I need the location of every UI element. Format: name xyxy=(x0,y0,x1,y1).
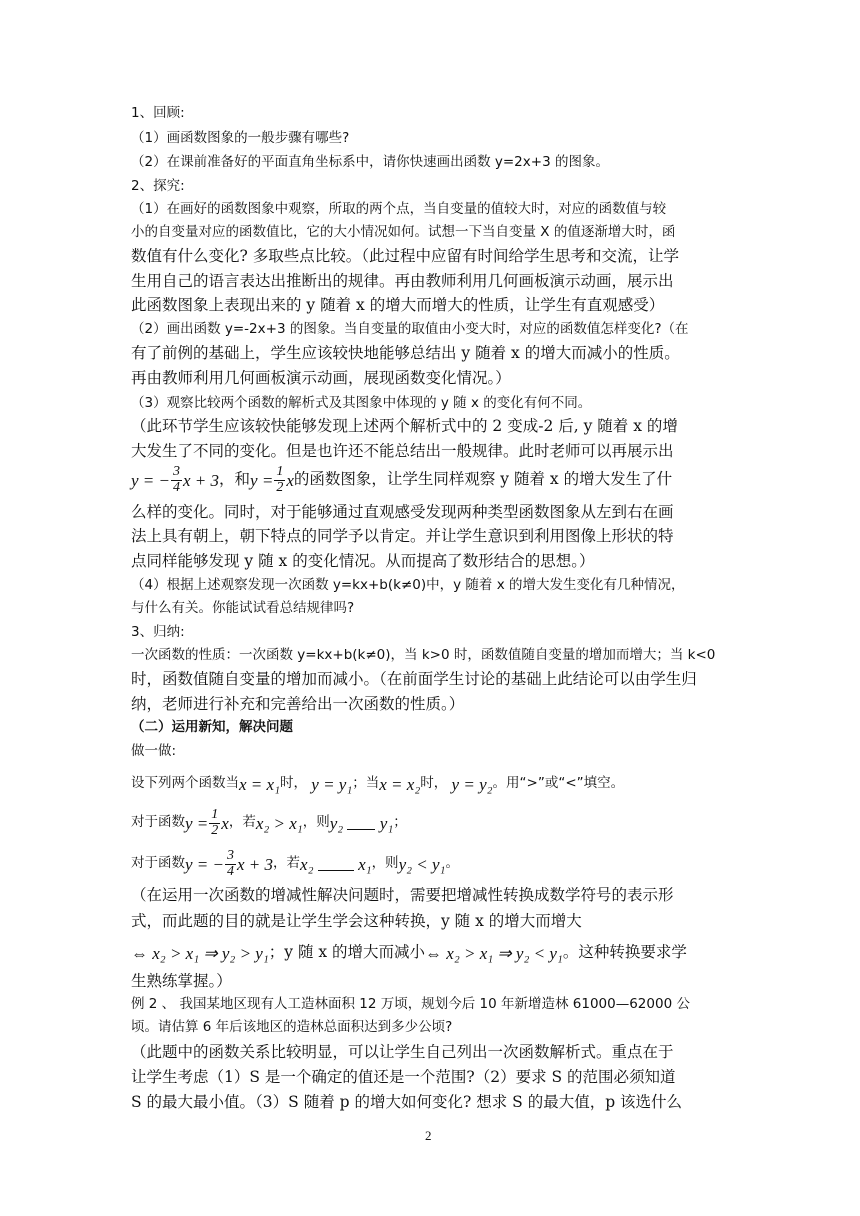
math-expr: x₁ xyxy=(358,854,372,874)
text-line: 例 2 、 我国某地区现有人工造林面积 12 万顷，规划今后 10 年新增造林 61000—62000 公 xyxy=(131,996,690,1012)
text-line: 此函数图象上表现出来的 y 随着 x 的增大而增大的性质，让学生有直观感受） xyxy=(131,296,665,314)
text-fragment: 。用“>”或“<”填空。 xyxy=(492,775,625,792)
formula-line xyxy=(131,772,624,796)
math-expr: y₁ xyxy=(379,813,394,833)
text-fragment: ，则 xyxy=(371,855,399,872)
text-line: （2）画出函数 y=-2x+3 的图象。当自变量的取值由小变大时，对应的函数值怎样变化?（在 xyxy=(131,321,689,337)
math-expr: x = x₁ xyxy=(239,774,280,794)
math-expr: y = xyxy=(250,470,274,490)
text-line: 纳，老师进行补充和完善给出一次函数的性质。） xyxy=(131,695,465,713)
text-line: （2）在课前准备好的平面直角坐标系中，请你快速画出函数 y=2x+3 的图象。 xyxy=(131,154,609,170)
math-expr: x + 3 xyxy=(183,470,220,490)
text-line: 再由教师利用几何画板演示动画，展现函数变化情况。） xyxy=(131,369,511,387)
answer-blank xyxy=(347,817,375,830)
math-expr: x₂ > x₁ xyxy=(255,813,303,833)
page-number: 2 xyxy=(425,1128,432,1143)
fraction: $\frac{3}{4}$ xyxy=(173,463,180,495)
text-line: （4）根据上述观察发现一次函数 y=kx+b(k≠0)中，y 随着 x 的增大发生变化有几种情况， xyxy=(131,577,685,593)
text-fragment: 时， xyxy=(420,775,448,792)
text-line: 顷。请估算 6 年后该地区的造林总面积达到多少公顷? xyxy=(131,1019,453,1035)
math-expr: x xyxy=(286,470,294,490)
text-fragment: ，若 xyxy=(228,814,256,831)
math-expr: y₂ < y₁ xyxy=(398,854,446,874)
text-fragment: 设下列两个函数当 xyxy=(131,775,239,792)
math-expr: y = xyxy=(185,813,209,833)
text-line: （1）在画好的函数图象中观察，所取的两个点，当自变量的值较大时，对应的函数值与较 xyxy=(131,201,667,217)
text-line: 大发生了不同的变化。但是也许还不能总结出一般规律。此时老师可以再展示出 xyxy=(131,442,674,460)
text-line: 一次函数的性质：一次函数 y=kx+b(k≠0)，当 k>0 时，函数值随自变量的增加而增大；当 k<0 xyxy=(131,647,716,663)
text-line: 数值有什么变化? 多取些点比较。（此过程中应留有时间给学生思考和交流，让学 xyxy=(131,247,679,265)
math-expr: ⇔ x₂ > x₁ ⇒ y₂ < y₁ xyxy=(425,943,563,963)
text-fragment: 。这种转换要求学 xyxy=(562,943,687,962)
math-expr: y₂ xyxy=(329,813,344,833)
text-fragment: ； xyxy=(393,814,407,831)
text-line: 2、探究: xyxy=(131,178,185,194)
math-expr: x = x₂ xyxy=(379,774,421,794)
text-line: 生熟练掌握。） xyxy=(131,972,232,990)
text-fragment: 的函数图象，让学生同样观察 y 随着 x 的增大发生了什 xyxy=(293,470,673,489)
text-line: 法上具有朝上，朝下特点的同学予以肯定。并让学生意识到利用图像上形状的特 xyxy=(131,527,674,545)
text-line: S 的最大最小值。（3）S 随着 p 的增大如何变化? 想求 S 的最大值，p 该选什么 xyxy=(131,1093,683,1111)
text-line: 3、归纳: xyxy=(131,624,185,640)
text-line: （在运用一次函数的增减性解决问题时，需要把增减性转换成数学符号的表示形 xyxy=(131,886,674,904)
fraction: $\frac{3}{4}$ xyxy=(227,847,234,879)
text-fragment: 。 xyxy=(445,855,459,872)
formula-line xyxy=(131,463,672,497)
fraction: $\frac{1}{2}$ xyxy=(211,806,219,838)
text-fragment: ，若 xyxy=(273,855,301,872)
formula-line xyxy=(131,845,459,883)
text-fragment: 对于函数 xyxy=(131,814,185,831)
formula-line xyxy=(131,804,407,842)
formula-line xyxy=(131,938,687,968)
math-expr: x xyxy=(221,813,229,833)
text-line: （1）画函数图象的一般步骤有哪些? xyxy=(131,130,350,146)
text-line: 小的自变量对应的函数值比，它的大小情况如何。试想一下当自变量 X 的值逐渐增大时，函 xyxy=(131,224,676,240)
text-line: （此环节学生应该较快能够发现上述两个解析式中的 2 变成-2 后, y 随着 x 的增 xyxy=(131,417,678,435)
text-line: 与什么有关。你能试试看总结规律吗? xyxy=(131,600,355,616)
math-expr: y = − xyxy=(185,854,224,874)
text-fragment: ，和 xyxy=(219,470,251,489)
math-expr: x + 3 xyxy=(237,854,274,874)
math-expr: y = y₁ xyxy=(311,774,353,794)
text-fragment: ；当 xyxy=(352,775,380,792)
text-line: 让学生考虑（1）S 是一个确定的值还是一个范围?（2）要求 S 的范围必须知道 xyxy=(131,1068,676,1086)
text-line: 时，函数值随自变量的增加而减小。（在前面学生讨论的基础上此结论可以由学生归 xyxy=(131,670,697,688)
math-expr: x₂ xyxy=(300,854,314,874)
text-line: （此题中的函数关系比较明显，可以让学生自己列出一次函数解析式。重点在于 xyxy=(131,1043,674,1061)
math-expr: ⇔ x₂ > x₁ ⇒ y₂ > y₁ xyxy=(131,943,269,963)
text-line: 有了前例的基础上，学生应该较快地能够总结出 y 随着 x 的增大而减小的性质。 xyxy=(131,344,680,362)
answer-blank xyxy=(318,858,354,871)
text-line: 1、回顾: xyxy=(131,105,185,121)
text-line: 么样的变化。同时，对于能够通过直观感受发现两种类型函数图象从左到右在画 xyxy=(131,503,674,521)
text-fragment: ，则 xyxy=(302,814,330,831)
section-heading: （二）运用新知，解决问题 xyxy=(131,719,293,735)
text-fragment: 对于函数 xyxy=(131,855,185,872)
math-expr: y = y₂ xyxy=(451,774,493,794)
text-line: （3）观察比较两个函数的解析式及其图象中体现的 y 随 x 的变化有何不同。 xyxy=(131,395,592,411)
text-fragment: 时， xyxy=(279,775,307,792)
math-expr: y = − xyxy=(131,470,170,490)
text-line: 做一做: xyxy=(131,743,177,759)
text-line: 点同样能够发现 y 随 x 的变化情况。从而提高了数形结合的思想。） xyxy=(131,552,595,570)
text-fragment: ；y 随 x 的增大而减小 xyxy=(268,943,426,962)
text-line: 生用自己的语言表达出推断出的规律。再由教师利用几何画板演示动画，展示出 xyxy=(131,272,674,290)
text-line: 式，而此题的目的就是让学生学会这种转换，y 随 x 的增大而增大 xyxy=(131,912,582,930)
fraction: $\frac{1}{2}$ xyxy=(276,463,284,495)
